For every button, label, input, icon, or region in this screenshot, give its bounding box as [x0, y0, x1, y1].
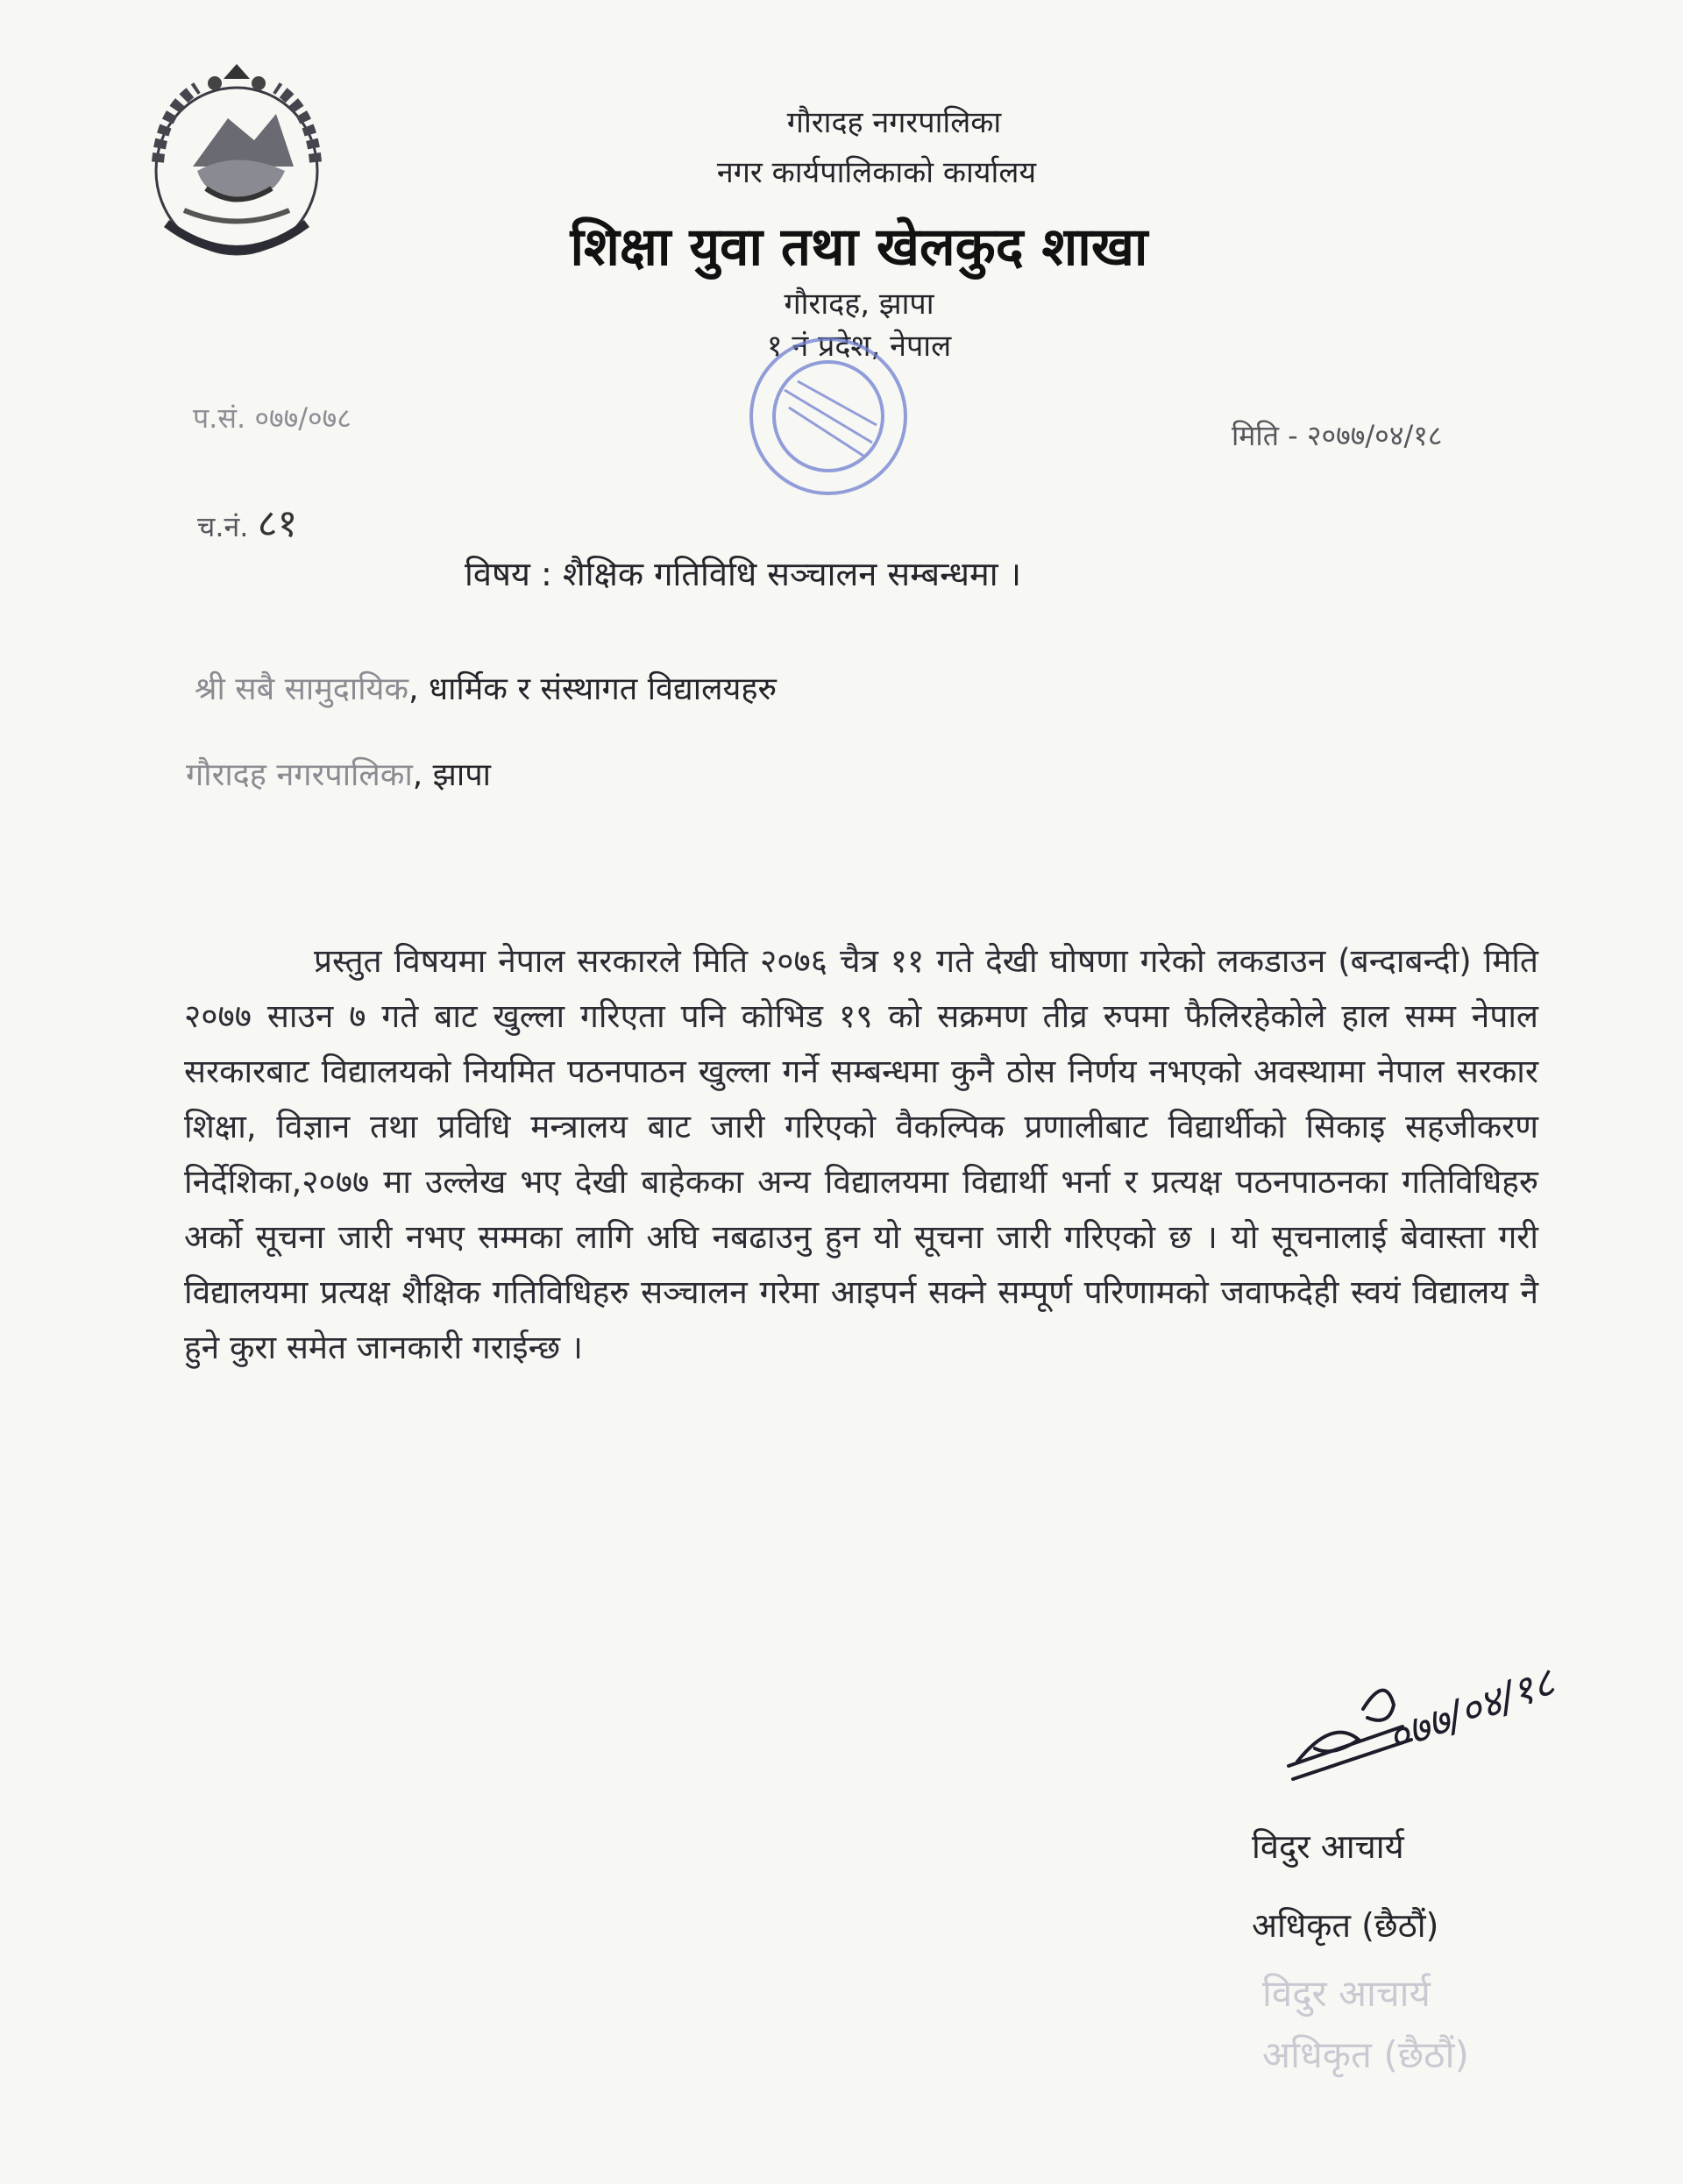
reference-value: ८१: [257, 501, 298, 546]
recipient-line: [195, 666, 777, 709]
letter-body: प्रस्तुत विषयमा नेपाल सरकारले मिति २०७६ चैत्र ११ गते देखी घोषणा गरेको लकडाउन (बन्दाबन्दी) मिति २०७७ साउन ७ गते बाट खुल्ला गरिएता पनि कोभिड १९ को सक्रमण तीव्र रुपमा फैलिरहेकोले हाल सम्म नेपाल सरकारबाट विद्यालयको नियमित पठनपाठन खुल्ला गर्ने सम्बन्धमा कुनै ठोस निर्णय नभएको अवस्थामा नेपाल सरकार शिक्षा, विज्ञान तथा प्रविधि मन्त्रालय बाट जारी गरिएको वैकल्पिक प्रणालीबाट विद्यार्थीको सिकाइ सहजीकरण निर्देशिका,२०७७ मा उल्लेख भए देखी बाहेकका अन्य विद्यालयमा विद्यार्थी भर्ना र प्रत्यक्ष पठनपाठनका गतिविधिहरु अर्को सूचना जारी नभए सम्मका लागि अघि नबढाउनु हुन यो सूचना जारी गरिएको छ । यो सूचनालाई बेवास्ता गरी विद्यालयमा प्रत्यक्ष शैक्षिक गतिविधिहरु सञ्चालन गरेमा आइपर्न सक्ने सम्पूर्ण परिणामको जवाफदेही स्वयं विद्यालय नै हुने कुरा समेत जानकारी गराईन्छ ।: [184, 942, 1538, 1366]
faint-name-stamp: [1262, 1963, 1469, 2086]
faint-stamp-title: अधिकृत (छैठौं): [1262, 2033, 1469, 2076]
office-stamp-icon: [714, 329, 942, 504]
letter-subject: विषय : शैक्षिक गतिविधि सञ्चालन सम्बन्धमा ।: [465, 555, 1022, 593]
office-province: १ नं प्रदेश, नेपाल: [766, 329, 952, 364]
recipient-prefix: श्री सबै सामुदायिक: [195, 671, 409, 707]
office-location: गौरादह, झापा: [784, 287, 934, 322]
fiscal-year: प.सं. ०७७/०७८: [193, 401, 352, 435]
address-district: , झापा: [412, 757, 491, 793]
handwritten-signature: [1280, 1578, 1630, 1805]
letter-date: मिति - २०७७/०४/१८: [1232, 419, 1443, 452]
office-name: नगर कार्यपालिकाको कार्यालय: [716, 155, 1037, 190]
recipient-rest: , धार्मिक र संस्थागत विद्यालयहरु: [408, 671, 777, 707]
reference-number: [197, 495, 297, 548]
faint-stamp-name: विदुर आचार्य: [1262, 1972, 1431, 2015]
reference-label: च.नं.: [197, 510, 249, 543]
branch-name: शिक्षा युवा तथा खेलकुद शाखा: [570, 216, 1148, 278]
recipient-address: [186, 752, 491, 795]
municipality-name: गौरादह नगरपालिका: [786, 105, 1002, 140]
signatory-title: अधिकृत (छैठौं): [1252, 1906, 1439, 1945]
signatory-name: विदुर आचार्य: [1252, 1827, 1404, 1866]
address-municipality: गौरादह नगरपालिका: [186, 757, 413, 793]
signature-date: ०७७/०४/१८: [1381, 1657, 1561, 1762]
